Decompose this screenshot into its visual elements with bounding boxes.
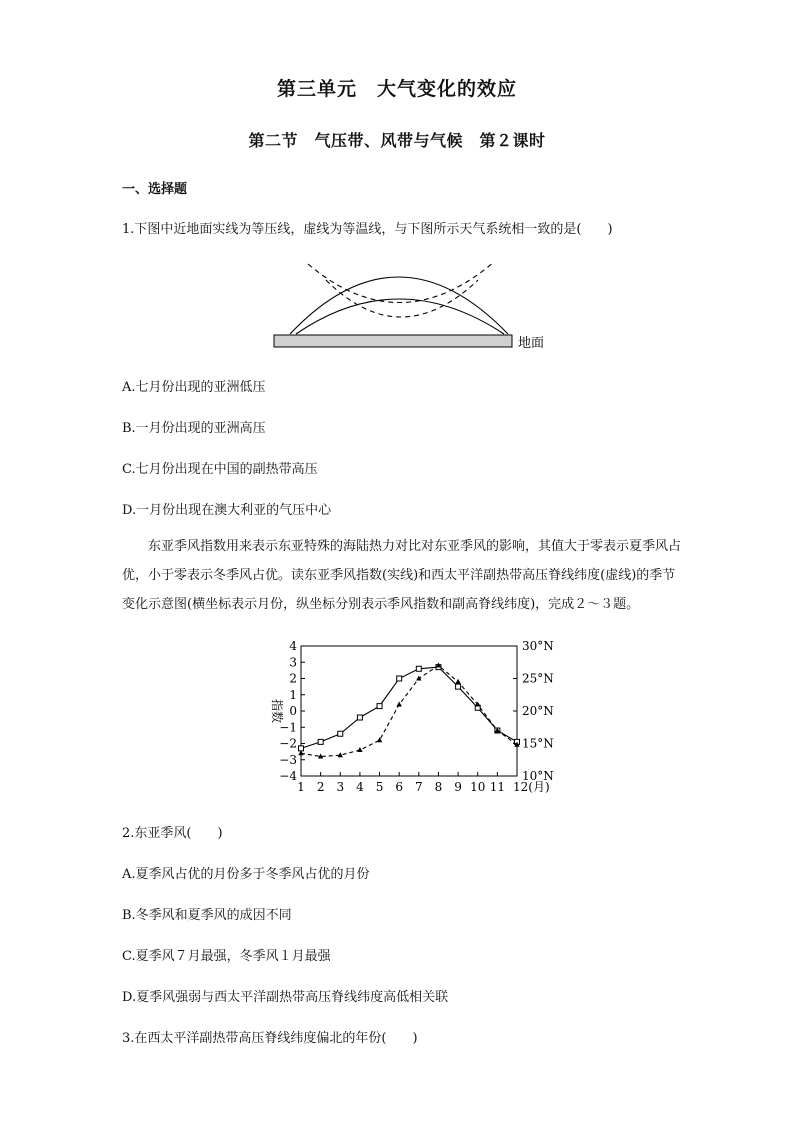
ground-bar [274,335,512,347]
q2-option-d: D.夏季风强弱与西太平洋副热带高压脊线纬度高低相关联 [122,990,449,1005]
monsoon-chart [260,636,560,802]
part-heading: 一、选择题 [122,182,188,197]
x-tick-label: 7 [414,780,423,794]
q1-option-c: C.七月份出现在中国的副热带高压 [122,462,318,477]
unit-title: 第三单元 大气变化的效应 [276,78,517,100]
ground-label: 地面 [518,336,545,351]
plot-frame [301,646,517,776]
x-tick-label: 12(月) [513,780,550,794]
x-tick-label: 6 [395,780,404,794]
point-monsoon-index [377,704,382,709]
q3-stem: 3.在西太平洋副热带高压脊线纬度偏北的年份( ) [122,1031,418,1046]
q1-stem: 1.下图中近地面实线为等压线，虚线为等温线，与下图所示天气系统相一致的是( ) [122,222,613,237]
y-left-axis-label: 指数 [270,698,284,724]
y-left-tick-label: 4 [289,639,297,653]
point-subtropical-high [357,747,362,752]
q1-option-b: B.一月份出现的亚洲高压 [122,421,266,436]
y-left-tick-label: 2 [289,671,297,686]
series-line-monsoon-index [301,667,517,748]
q1-option-a: A.七月份出现的亚洲低压 [122,380,266,395]
q1-figure [268,250,558,355]
point-subtropical-high [455,679,460,684]
x-tick-label: 4 [356,780,364,794]
series-line-subtropical-high [301,666,517,757]
y-left-tick-label: −1 [279,720,297,735]
q2-option-b: B.冬季风和夏季风的成因不同 [122,908,292,923]
y-right-tick-label: 30°N [522,639,554,653]
point-monsoon-index [416,666,421,671]
y-left-tick-label: −3 [279,752,297,767]
y-left-tick-label: 0 [289,704,297,718]
point-monsoon-index [357,715,362,720]
point-subtropical-high [416,676,421,681]
point-monsoon-index [456,684,461,689]
x-tick-label: 8 [434,780,443,794]
point-subtropical-high [396,702,401,707]
q2-stem: 2.东亚季风( ) [122,826,223,841]
passage: 东亚季风指数用来表示东亚特殊的海陆热力对比对东亚季风的影响，其值大于零表示夏季风占优，小于零表示冬季风占优。读东亚季风指数(实线)和西太平洋副热带高压脊线纬度(虚线)的季节变化示意图(横坐标表示月份，纵坐标分别表示季风指数和副高脊线纬度)，完成２～３题。 [122,539,682,612]
x-tick-label: 2 [316,780,325,794]
point-monsoon-index [397,676,402,681]
x-tick-label: 3 [336,780,345,794]
x-tick-label: 5 [375,780,384,794]
section-title: 第二节 气压带、风带与气候 第２课时 [248,131,546,150]
y-right-tick-label: 15°N [522,736,554,751]
point-monsoon-index [338,731,343,736]
q1-option-d: D.一月份出现在澳大利亚的气压中心 [122,503,332,518]
isobar-outer [290,277,508,334]
y-left-tick-label: −4 [279,769,297,783]
x-tick-label: 11 [489,780,506,794]
y-right-tick-label: 25°N [522,671,554,686]
y-right-tick-label: 10°N [522,769,554,783]
x-tick-label: 1 [297,780,305,794]
point-subtropical-high [338,752,343,757]
y-left-tick-label: 1 [289,687,297,702]
y-left-tick-label: −2 [279,736,297,751]
y-right-tick-label: 20°N [522,704,554,718]
point-subtropical-high [377,737,382,742]
y-left-tick-label: 3 [289,655,297,670]
x-tick-label: 10 [470,780,486,794]
q2-option-c: C.夏季风７月最强，冬季风１月最强 [122,949,331,964]
q2-option-a: A.夏季风占优的月份多于冬季风占优的月份 [122,867,370,882]
point-monsoon-index [318,739,323,744]
point-monsoon-index [299,746,304,751]
x-tick-label: 9 [454,780,462,794]
